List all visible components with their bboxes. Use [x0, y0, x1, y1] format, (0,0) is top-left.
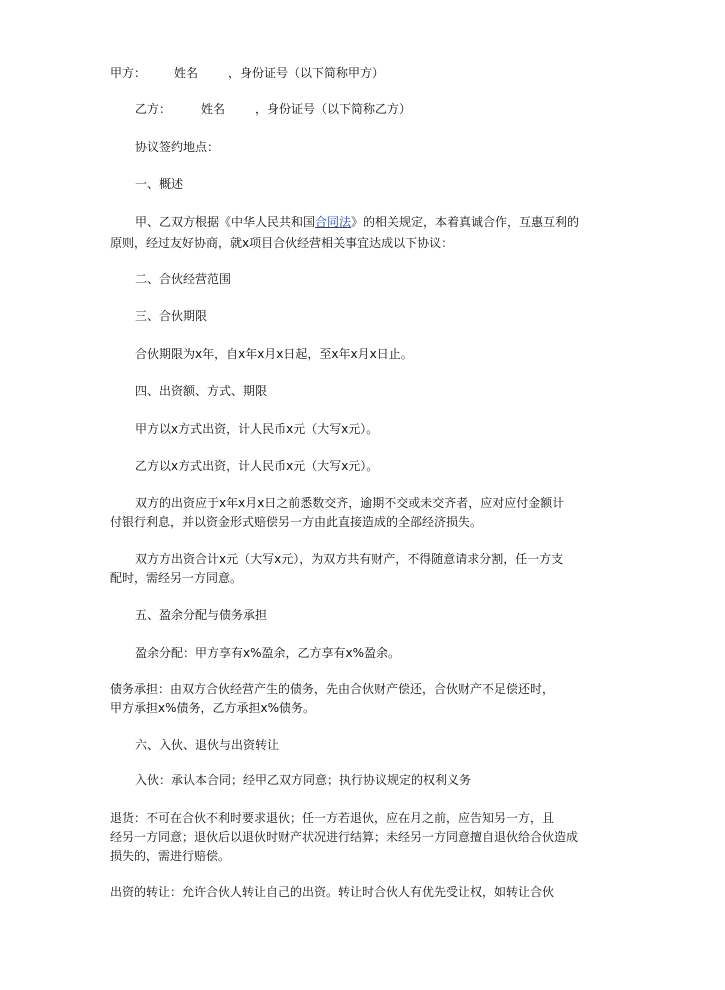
sign-place: 协议签约地点：	[135, 140, 220, 154]
section-4-para-d-line-1: 双方方出资合计x元（大写x元），为双方共有财产，不得随意请求分割，任一方支	[135, 552, 564, 566]
section-3-para: 合伙期限为x年，自x年x月x日起，至x年x月x日止。	[135, 347, 413, 361]
section-4-para-a: 甲方以x方式出资，计人民币x元（大写x元）。	[135, 422, 379, 436]
debt-line-1: 债务承担：由双方合伙经营产生的债务，先由合伙财产偿还，合伙财产不足偿还时，	[110, 682, 555, 696]
section-4-heading: 四、出资额、方式、期限	[135, 384, 268, 398]
section-4-para-d-line-2: 配时，需经另一方同意。	[110, 571, 243, 585]
section-3-heading: 三、合伙期限	[135, 309, 208, 323]
section-6-heading: 六、入伙、退伙与出资转让	[135, 738, 280, 752]
section-1-para-line-2: 原则，经过友好协商，就x项目合伙经营相关事宜达成以下协议：	[110, 236, 454, 250]
join-clause: 入伙：承认本合同；经甲乙双方同意；执行协议规定的权利义务	[135, 773, 472, 787]
profit-distribution: 盈余分配：甲方享有x%盈余，乙方享有x%盈余。	[135, 646, 401, 660]
withdraw-line-3: 损失的，需进行赔偿。	[110, 849, 231, 863]
section-1-heading: 一、概述	[135, 177, 184, 191]
section-4-para-b: 乙方以x方式出资，计人民币x元（大写x元）。	[135, 459, 379, 473]
party-a-id-text: ，身份证号（以下简称甲方）	[228, 66, 385, 80]
section-5-heading: 五、盈余分配与债务承担	[135, 608, 268, 622]
party-b-name-label: 姓名	[201, 102, 226, 116]
section-1-text-after-link: 》的相关规定，本着真诚合作，互惠互利的	[351, 215, 580, 229]
party-b-line	[135, 101, 411, 117]
withdraw-line-1: 退货：不可在合伙不利时要求退伙；任一方若退伙，应在月之前，应告知另一方，且	[110, 811, 555, 825]
party-a-label: 甲方：	[110, 66, 147, 80]
party-a-line	[110, 65, 384, 81]
contract-law-link[interactable]: 合同法	[315, 215, 352, 229]
party-b-label: 乙方：	[135, 102, 172, 116]
party-b-id-text: ，身份证号（以下简称乙方）	[255, 102, 412, 116]
section-4-para-c-line-1: 双方的出资应于x年x月x日之前悉数交齐，逾期不交或未交齐者，应对应付金额计	[135, 496, 565, 510]
debt-line-2: 甲方承担x%债务，乙方承担x%债务。	[110, 701, 316, 715]
withdraw-line-2: 经另一方同意；退伙后以退伙时财产状况进行结算；未经另一方同意擅自退伙给合伙造成	[110, 830, 579, 844]
section-2-heading: 二、合伙经营范围	[135, 272, 232, 286]
section-1-text-before-link: 甲、乙双方根据《中华人民共和国	[135, 215, 316, 229]
transfer-line-1: 出资的转让：允许合伙人转让自己的出资。转让时合伙人有优先受让权，如转让合伙	[110, 885, 555, 899]
party-a-name-label: 姓名	[174, 66, 199, 80]
section-4-para-c-line-2: 付银行利息，并以资金形式赔偿另一方由此直接造成的全部经济损失。	[110, 515, 483, 529]
section-1-para-line-1	[135, 214, 579, 230]
